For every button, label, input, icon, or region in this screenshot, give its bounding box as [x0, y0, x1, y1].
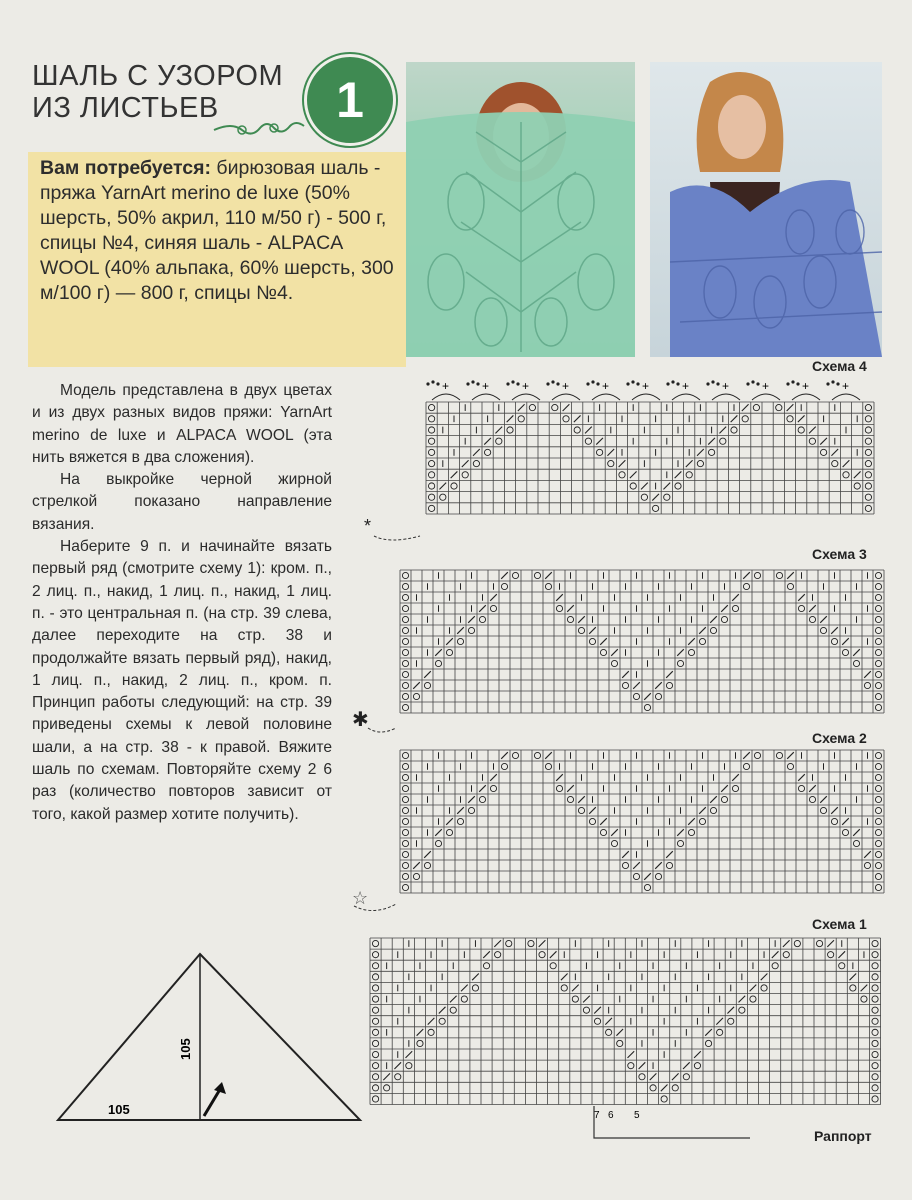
svg-text:+: +: [562, 379, 570, 393]
repeat-number-5: 5: [634, 1110, 640, 1121]
scheme-3-chart: [396, 566, 890, 726]
svg-text:+: +: [762, 379, 770, 393]
svg-text:+: +: [802, 379, 810, 393]
scheme-4-label: Схема 4: [812, 358, 867, 374]
instructions-paragraph-3: Наберите 9 п. и начинайте вязать первый ряд (смотрите схему 1): кром. п., 2 лиц. п., накид, 1 лиц. п., накид, 1 лиц. п. - это центральная п. (на стр. 39 слева, далее переходите на стр. 38 и продолжайте вязать первый ряд), накид, 1 лиц. п., накид, 2 лиц. п., кром. п. Принцип работы следующий: на стр. 39 приведены схемы к левой половине шали, а на стр. 38 - к правой. Вяжите шаль по схемам. Повторяйте схему 2 6 раз (количество повторов зависит от того, какой размер хотите получить).: [32, 538, 332, 823]
scheme-4-chart: [420, 378, 890, 538]
svg-text:*: *: [364, 516, 372, 536]
svg-text:+: +: [442, 379, 450, 393]
scheme-3-start-marker: [350, 706, 400, 736]
materials-heading: Вам потребуется:: [40, 157, 211, 179]
shawl-shape-diagram: [38, 948, 368, 1128]
title-line-1: ШАЛЬ С УЗОРОМ: [32, 60, 284, 92]
repeat-label: Раппорт: [814, 1128, 872, 1144]
svg-text:☆: ☆: [352, 888, 369, 908]
scheme-1-label: Схема 1: [812, 916, 867, 932]
base-dimension: 105: [108, 1102, 130, 1117]
instructions-paragraph-2: На выкройке черной жирной стрелкой показано направление вязания.: [32, 471, 332, 533]
instructions-text: [32, 380, 332, 826]
materials-box: [28, 152, 406, 367]
blue-shawl-photo: [650, 62, 882, 357]
height-dimension: 105: [178, 1038, 193, 1060]
svg-text:+: +: [842, 379, 850, 393]
pattern-number-badge: 1: [304, 54, 396, 146]
svg-text:+: +: [682, 379, 690, 393]
scheme-4-start-marker: [360, 516, 424, 546]
scheme-2-label: Схема 2: [812, 730, 867, 746]
repeat-number-6: 6: [608, 1110, 614, 1121]
title-line-2: ИЗ ЛИСТЬЕВ: [32, 92, 219, 124]
materials-text: бирюзовая шаль - пряжа YarnArt merino de luxe (50% шерсть, 50% акрил, 110 м/50 г) - 500 г, спицы №4, синяя шаль - ALPACA WOOL (40% альпака, 60% шерсть, 300 м/100 г) — 800 г, спицы №4.: [40, 157, 394, 304]
svg-text:+: +: [722, 379, 730, 393]
instructions-paragraph-1: Модель представлена в двух цветах и из двух разных видов пряжи: YarnArt merino de luxe и ALPACA WOOL (эта нить вяжется в два сложения).: [32, 382, 332, 466]
svg-text:✱: ✱: [352, 709, 369, 731]
repeat-number-7: 7: [594, 1110, 600, 1121]
svg-text:+: +: [602, 379, 610, 393]
svg-text:+: +: [482, 379, 490, 393]
decorative-yarn-icon: [212, 112, 312, 142]
repeat-bracket: [590, 1104, 760, 1144]
turquoise-shawl-photo: [406, 62, 635, 357]
scheme-2-start-marker: [350, 886, 400, 916]
svg-text:+: +: [642, 379, 650, 393]
scheme-2-chart: [396, 746, 890, 910]
scheme-3-label: Схема 3: [812, 546, 867, 562]
svg-text:+: +: [522, 379, 530, 393]
